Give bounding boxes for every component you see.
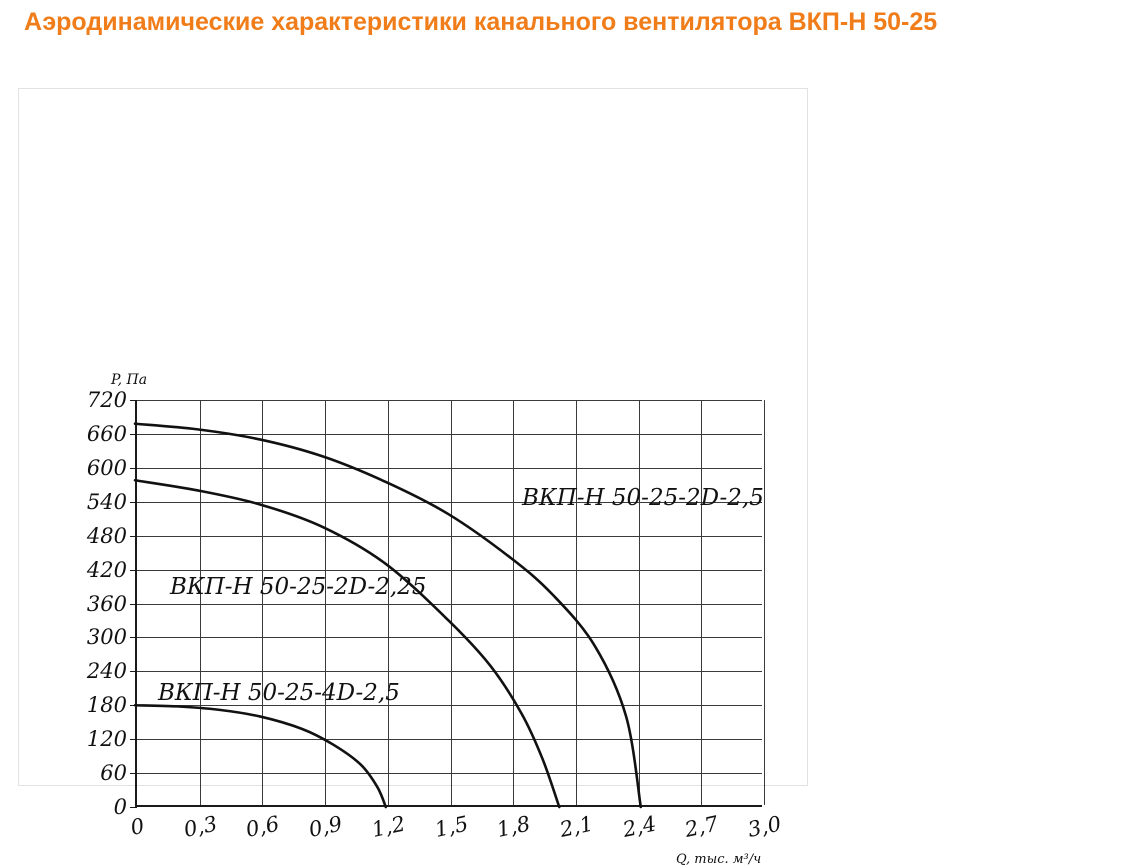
y-tick-mark — [130, 637, 137, 638]
y-tick-mark — [130, 536, 137, 537]
x-tick-label: 0,3 — [181, 811, 220, 842]
x-tick-label: 0,9 — [306, 811, 345, 842]
gridline-vertical — [639, 400, 640, 805]
y-tick-mark — [130, 671, 137, 672]
gridline-horizontal — [137, 434, 762, 435]
gridline-horizontal — [137, 671, 762, 672]
gridline-vertical — [764, 400, 765, 805]
gridline-horizontal — [137, 400, 762, 401]
gridline-vertical — [262, 400, 263, 805]
y-tick-mark — [130, 773, 137, 774]
x-tick-label: 0,6 — [244, 811, 282, 842]
y-tick-label: 600 — [86, 455, 127, 480]
y-axis-title: P, Па — [111, 372, 148, 388]
y-tick-label: 720 — [86, 388, 127, 412]
gridline-horizontal — [137, 604, 762, 605]
x-tick-label: 1,8 — [494, 811, 533, 842]
chart-card — [18, 88, 808, 867]
y-tick-label: 300 — [86, 625, 127, 650]
y-axis-tick-labels — [59, 388, 127, 819]
curve-label-vkp-n-50-25-2d-2-5: ВКП-Н 50-25-2D-2,5 — [522, 485, 764, 511]
y-tick-label: 360 — [86, 591, 127, 616]
gridline-horizontal — [137, 536, 762, 537]
gridline-vertical — [701, 400, 702, 805]
y-tick-mark — [130, 705, 137, 706]
y-tick-mark — [130, 570, 137, 571]
gridline-vertical — [513, 400, 514, 805]
x-tick-label: 1,5 — [432, 811, 470, 842]
y-tick-label: 120 — [86, 727, 127, 752]
curve-label-vkp-n-50-25-4d-2-5: ВКП-Н 50-25-4D-2,5 — [158, 680, 400, 706]
page-title: Аэродинамические характеристики канального вентилятора ВКП-Н 50-25 — [24, 8, 938, 36]
y-tick-label: 420 — [86, 557, 127, 582]
x-tick-label: 2,7 — [682, 811, 721, 842]
gridline-vertical — [200, 400, 201, 805]
gridline-horizontal — [137, 773, 762, 774]
gridline-horizontal — [137, 468, 762, 469]
gridline-vertical — [388, 400, 389, 805]
y-tick-label: 180 — [86, 693, 127, 718]
x-tick-label: 0 — [128, 813, 147, 840]
x-tick-label: 1,2 — [369, 811, 408, 842]
y-tick-label: 660 — [86, 421, 127, 446]
x-tick-label: 2,4 — [620, 811, 658, 842]
y-tick-mark — [130, 739, 137, 740]
gridline-vertical — [451, 400, 452, 805]
gridline-horizontal — [137, 637, 762, 638]
x-axis-tick-labels — [128, 811, 784, 847]
y-tick-label: 540 — [86, 489, 127, 514]
gridline-horizontal — [137, 739, 762, 740]
x-tick-label: 3,0 — [745, 811, 784, 842]
y-tick-mark — [130, 502, 137, 503]
y-tick-label: 240 — [86, 659, 127, 684]
x-tick-label: 2,1 — [557, 811, 596, 842]
y-tick-mark — [130, 468, 137, 469]
y-tick-label: 60 — [100, 761, 127, 786]
y-tick-mark — [130, 807, 137, 808]
x-axis-title: Q, тыс. м³/ч — [676, 852, 762, 867]
y-tick-mark — [130, 400, 137, 401]
y-tick-mark — [130, 434, 137, 435]
curve-label-vkp-n-50-25-2d-2-25: ВКП-Н 50-25-2D-2,25 — [170, 574, 427, 600]
y-tick-label: 0 — [113, 795, 127, 819]
gridline-vertical — [576, 400, 577, 805]
y-tick-mark — [130, 604, 137, 605]
gridline-vertical — [325, 400, 326, 805]
plot-area — [135, 400, 762, 807]
gridline-horizontal — [137, 570, 762, 571]
y-tick-label: 480 — [86, 523, 127, 548]
